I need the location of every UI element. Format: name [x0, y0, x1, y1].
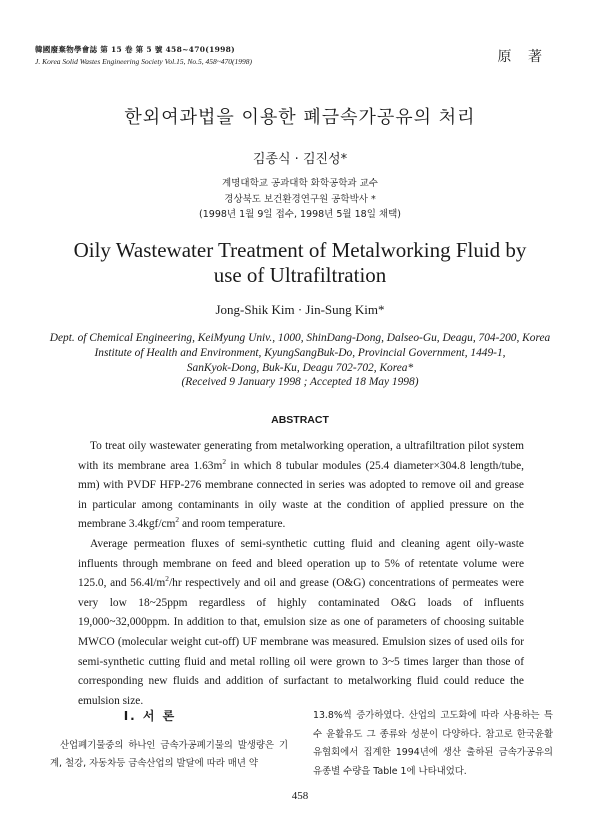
title-korean: 한외여과법을 이용한 폐금속가공유의 처리: [124, 107, 476, 128]
affiliations-english: [30, 331, 570, 390]
affiliation-ko-1: 계명대학교 공과대학 화학공학과 교수: [222, 178, 378, 189]
intro-paragraph-left: 산업폐기물중의 하나인 금속가공폐기물의 발생량은 기계, 철강, 자동차등 금속산업의 발달에 따라 매년 약: [50, 740, 288, 769]
dates-ko: (1998년 1월 9일 접수, 1998년 5월 18일 채택): [199, 209, 401, 220]
abstract-paragraph-2: Average permeation fluxes of semi-synthetic cutting fluid and cleaning agent oily-waste influents through membrane on feed and bleed operation up to 5% of retentate volume were 125.0, and $56.4l/m^2/hr$ respectively and oil and grease (O&G) concentrations of permeates were very low 18~25ppm regardless of highly contaminated O&G loads of influents 19,000~32,000ppm. In addition to that, emulsion size as one of parameters of choosing suitable MWCO (molecular weight cut-off) UF membrane was measured. Emulsion sizes of used oils for semi-synthetic cutting fluid and metal rolling oil were grown to 3~5 times larger than those of corresponding new fluids and addition of surfactant to metalworking fluid could reduce the emulsion size.: [78, 537, 524, 707]
abstract-body: [78, 437, 524, 711]
title-english: Oily Wastewater Treatment of Metalworking Fluid by use of Ultrafiltration: [73, 238, 527, 287]
body-column-right: [313, 707, 553, 781]
abstract-heading: ABSTRACT: [271, 414, 329, 426]
affiliations-korean: [0, 176, 600, 223]
authors-korean: 김종식 · 김진성*: [252, 152, 348, 167]
authors-english: Jong-Shik Kim · Jin-Sung Kim*: [215, 302, 385, 317]
journal-header: [35, 44, 455, 66]
page-number: 458: [291, 790, 309, 802]
abstract-paragraph-1: To treat oily wastewater generating from metalworking operation, a ultrafiltration pilot system with its membrane area $1.63m^2$ in which 8 tubular modules (25.4 diameter×304.8 length/tube, mm) with PVDF HFP-276 membrane connected in series was adopted to remove oil and grease in particular among contaminants in oily waste at the condition of applied pressure on the membrane $3.4kgf/cm^2$ and room temperature.: [78, 440, 524, 531]
journal-citation-ko: 韓國廢棄物學會誌 第 15 卷 第 5 號 458~470(1998): [35, 45, 235, 54]
journal-citation-en: J. Korea Solid Wastes Engineering Society Vol.15, No.5, 458~470(1998): [35, 57, 253, 66]
affiliation-en-3: SanKyok-Dong, Buk-Ku, Deagu 702-702, Korea*: [186, 361, 414, 374]
article-type-label: 原 著: [497, 49, 548, 65]
intro-paragraph-right: 13.8%씩 증가하였다. 산업의 고도화에 따라 사용하는 특수 윤활유도 그 종류와 성분이 다양하다. 참고로 한국윤활유협회에서 집계한 1994년에 생산 출하된 금속가공유의 유종별 수량을 Table 1에 나타내었다.: [313, 710, 553, 777]
affiliation-ko-2: 경상북도 보건환경연구원 공학박사 *: [224, 193, 376, 205]
section-heading-introduction: I. 서 론: [123, 709, 177, 723]
body-column-left: [50, 737, 288, 773]
affiliation-en-1: Dept. of Chemical Engineering, KeiMyung Univ., 1000, ShinDang-Dong, Dalseo-Gu, Deagu, 704-200, Korea: [49, 332, 551, 344]
dates-en: (Received 9 January 1998 ; Accepted 18 May 1998): [181, 376, 419, 389]
affiliation-en-2: Institute of Health and Environment, KyungSangBuk-Do, Provincial Government, 1449-1,: [94, 346, 506, 359]
